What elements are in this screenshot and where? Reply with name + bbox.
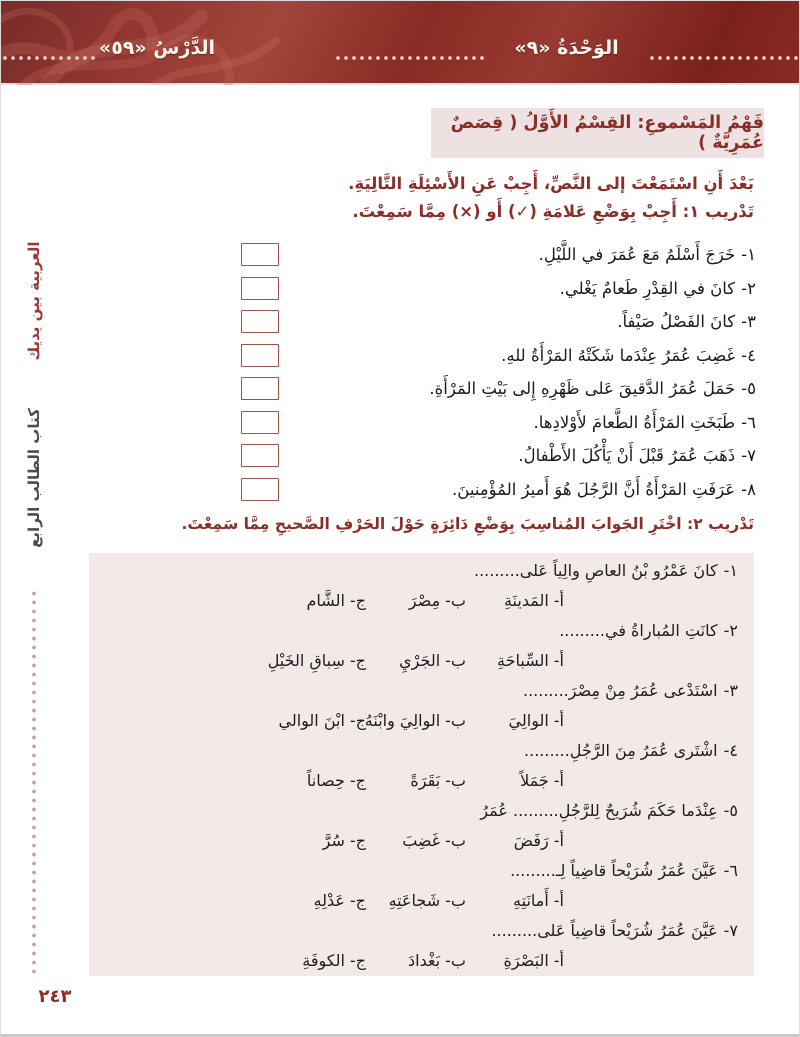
tf-statement xyxy=(518,446,756,465)
option-text: بَغْدادَ xyxy=(408,951,441,970)
mcq-question-6 xyxy=(99,856,738,916)
option-text: سُرَّ xyxy=(322,831,345,850)
option-c[interactable] xyxy=(99,586,366,616)
option-b[interactable] xyxy=(366,946,466,976)
tf-statement xyxy=(429,379,756,398)
options-row xyxy=(99,586,738,616)
options-row xyxy=(99,766,738,796)
option-text: البَصْرَةِ xyxy=(503,951,549,970)
options-row xyxy=(99,706,738,736)
question-number: ٥- xyxy=(723,801,738,820)
item-text: ذَهَبَ عُمَرُ قَبْلَ أَنْ يَأْكُلَ الأَطْفالُ. xyxy=(518,446,736,466)
exercise1-instruction: تَدْريب ١: أَجِبْ بِوَضْعِ عَلامَةِ (✓) أَو (×) مِمَّا سَمِعْتَ. xyxy=(352,202,754,221)
option-b[interactable] xyxy=(366,886,466,916)
question-stem xyxy=(99,676,738,706)
option-text: سِباقِ الخَيْلِ xyxy=(267,651,345,670)
answer-checkbox-2[interactable] xyxy=(241,277,279,300)
option-text: غَضِبَ xyxy=(402,831,441,850)
question-text: عَيَّنَ عُمَرُ شُرَيْحاً قاضِياً لِـ......... xyxy=(510,861,718,880)
tf-item-5 xyxy=(241,372,756,406)
answer-checkbox-5[interactable] xyxy=(241,377,279,400)
option-letter: ب- xyxy=(445,951,466,970)
question-text: كانَ عَمْرُو بْنُ العاصِ والِياً عَلى......... xyxy=(474,561,718,580)
item-number: ٥- xyxy=(741,379,756,399)
option-c[interactable] xyxy=(99,886,366,916)
answer-checkbox-8[interactable] xyxy=(241,478,279,501)
tf-statement xyxy=(501,346,756,365)
answer-checkbox-6[interactable] xyxy=(241,411,279,434)
series-title: العربية بين يديك xyxy=(25,241,43,361)
mcq-question-1 xyxy=(99,556,738,616)
item-text: خَرَجَ أَسْلَمُ مَعَ عُمَرَ في اللَّيْلِ. xyxy=(538,245,736,265)
option-letter: ب- xyxy=(445,591,466,610)
item-number: ٨- xyxy=(741,479,756,499)
option-c[interactable] xyxy=(99,946,366,976)
option-text: حِصاناً xyxy=(306,771,345,790)
option-letter: ب- xyxy=(445,651,466,670)
question-text: اسْتَدْعى عُمَرُ مِنْ مِصْرَ......... xyxy=(522,681,718,700)
section-title-box xyxy=(431,108,764,158)
option-text: جَمَلاً xyxy=(520,771,549,790)
question-number: ٢- xyxy=(723,621,738,640)
option-letter: أ- xyxy=(553,591,564,610)
page-header xyxy=(1,1,800,85)
item-number: ٣- xyxy=(741,312,756,332)
option-b[interactable] xyxy=(366,586,466,616)
question-stem xyxy=(99,856,738,886)
tf-item-2 xyxy=(241,272,756,306)
tf-item-4 xyxy=(241,339,756,373)
answer-checkbox-3[interactable] xyxy=(241,310,279,333)
section-title: فَهْمُ المَسْموعِ: القِسْمُ الأَوَّلُ ( قِصَصٌ عُمَرِيَّةٌ ) xyxy=(450,113,764,153)
tf-item-7 xyxy=(241,439,756,473)
tf-statement xyxy=(534,413,757,432)
tf-item-6 xyxy=(241,406,756,440)
chain-decoration-middle xyxy=(334,54,488,62)
option-letter: ج- xyxy=(349,891,366,910)
question-number: ٧- xyxy=(723,921,738,940)
option-a[interactable] xyxy=(466,886,564,916)
question-number: ٣- xyxy=(723,681,738,700)
question-text: كانَتِ المُباراةُ في......... xyxy=(559,621,718,640)
option-c[interactable] xyxy=(99,766,366,796)
option-b[interactable] xyxy=(366,646,466,676)
option-text: مِصْرَ xyxy=(408,591,441,610)
item-text: طَبَخَتِ المَرْأَةُ الطَّعامَ لأَوْلادِها. xyxy=(533,412,736,432)
mcq-question-7 xyxy=(99,916,738,976)
option-b[interactable] xyxy=(366,706,466,736)
page-number: ٢٤٣ xyxy=(38,986,72,1007)
true-false-list xyxy=(241,238,756,506)
option-text: السِّباحَةِ xyxy=(497,651,549,670)
answer-checkbox-1[interactable] xyxy=(241,243,279,266)
chain-decoration-right xyxy=(648,54,800,62)
option-letter: ج- xyxy=(349,651,366,670)
tf-statement xyxy=(452,480,756,499)
item-number: ١- xyxy=(741,245,756,265)
option-text: ابْنَ الوالي xyxy=(278,711,345,730)
mcq-question-3 xyxy=(99,676,738,736)
option-text: الجَرْيِ xyxy=(399,651,441,670)
sidebar-chain-decoration xyxy=(30,589,38,977)
option-c[interactable] xyxy=(99,646,366,676)
question-text: عَيَّنَ عُمَرُ شُرَيْحاً قاضِياً عَلى......... xyxy=(491,921,718,940)
option-text: عَدْلِهِ xyxy=(313,891,345,910)
option-letter: ج- xyxy=(349,591,366,610)
question-number: ١- xyxy=(723,561,738,580)
item-text: عَرَفَتِ المَرْأَةُ أَنَّ الرَّجُلَ هُوَ أَميرُ المُؤْمِنينَ. xyxy=(452,479,736,499)
item-number: ٢- xyxy=(741,278,756,298)
question-text: عِنْدَما حَكَمَ شُرَيحٌ لِلرَّجُلِ......... عُمَرُ xyxy=(480,801,718,820)
option-a[interactable] xyxy=(466,766,564,796)
answer-checkbox-7[interactable] xyxy=(241,444,279,467)
tf-statement xyxy=(617,312,756,331)
mcq-question-5 xyxy=(99,796,738,856)
answer-checkbox-4[interactable] xyxy=(241,344,279,367)
listening-intro: بَعْدَ أَنِ اسْتَمَعْتَ إلى النَّصِّ، أَجِبْ عَنِ الأَسْئِلَةِ التَّالِيَةِ. xyxy=(348,174,754,193)
option-letter: ج- xyxy=(349,711,366,730)
option-text: أَمانَتِهِ xyxy=(513,891,549,910)
mcq-question-4 xyxy=(99,736,738,796)
question-stem xyxy=(99,796,738,826)
item-text: كانَ في القِدْرِ طَعامٌ يَغْلي. xyxy=(559,278,736,298)
question-stem xyxy=(99,556,738,586)
option-text: الوالِيَ وابْنَهُ xyxy=(364,711,441,730)
option-a[interactable] xyxy=(466,586,564,616)
question-stem xyxy=(99,616,738,646)
chain-decoration-left xyxy=(1,54,98,62)
option-letter: ب- xyxy=(445,771,466,790)
lesson-label: الدَّرْسُ «٥٩» xyxy=(98,37,216,59)
option-letter: أ- xyxy=(553,711,564,730)
option-letter: ب- xyxy=(445,711,466,730)
option-letter: ب- xyxy=(445,831,466,850)
unit-label: الوَحْدَةُ «٩» xyxy=(514,37,619,59)
option-text: المَدينَةِ xyxy=(503,591,549,610)
option-text: بَقَرَةً xyxy=(410,771,441,790)
option-letter: ج- xyxy=(349,771,366,790)
option-c[interactable] xyxy=(99,826,366,856)
item-text: غَضِبَ عُمَرُ عِنْدَما شَكَتْهُ المَرْأَةُ للهِ. xyxy=(501,345,736,365)
options-row xyxy=(99,826,738,856)
option-text: رَفَضَ xyxy=(513,831,549,850)
options-row xyxy=(99,646,738,676)
question-number: ٤- xyxy=(723,741,738,760)
option-text: الكوفَةِ xyxy=(302,951,345,970)
item-text: حَمَلَ عُمَرُ الدَّقيقَ عَلى ظَهْرِهِ إِلى بَيْتِ المَرْأَةِ. xyxy=(429,379,736,399)
option-b[interactable] xyxy=(366,766,466,796)
option-a[interactable] xyxy=(466,646,564,676)
option-a[interactable] xyxy=(466,946,564,976)
option-letter: أ- xyxy=(553,831,564,850)
tf-statement xyxy=(539,245,756,264)
tf-statement xyxy=(560,279,756,298)
option-letter: أ- xyxy=(553,651,564,670)
option-text: الوالِيَ xyxy=(508,711,549,730)
option-letter: ج- xyxy=(349,831,366,850)
option-text: الشَّام xyxy=(306,591,345,610)
item-number: ٧- xyxy=(741,446,756,466)
option-c[interactable] xyxy=(99,706,366,736)
option-letter: ب- xyxy=(445,891,466,910)
tf-item-8 xyxy=(241,473,756,507)
option-letter: أ- xyxy=(553,771,564,790)
exercise2-instruction: تَدْريب ٢: اخْتَرِ الجَوابَ المُناسِبَ بِوَضْعِ دَائِرَةٍ حَوْلَ الحَرْفِ الصَّحيحِ مِمَّا سَمِعْتَ. xyxy=(181,515,754,533)
question-number: ٦- xyxy=(723,861,738,880)
question-stem xyxy=(99,916,738,946)
tf-item-3 xyxy=(241,305,756,339)
option-a[interactable] xyxy=(466,826,564,856)
options-row xyxy=(99,946,738,976)
question-text: اشْتَرى عُمَرُ مِنَ الرَّجُلِ......... xyxy=(524,741,718,760)
option-text: شَجاعَتِهِ xyxy=(388,891,441,910)
option-b[interactable] xyxy=(366,826,466,856)
option-letter: ج- xyxy=(349,951,366,970)
question-stem xyxy=(99,736,738,766)
item-text: كانَ الفَصْلُ صَيْفاً. xyxy=(617,312,736,332)
item-number: ٦- xyxy=(741,412,756,432)
option-letter: أ- xyxy=(553,891,564,910)
tf-item-1 xyxy=(241,238,756,272)
mcq-question-2 xyxy=(99,616,738,676)
book-title: كتاب الطالب الرابع xyxy=(25,408,43,548)
option-letter: أ- xyxy=(553,951,564,970)
item-number: ٤- xyxy=(741,345,756,365)
options-row xyxy=(99,886,738,916)
multiple-choice-box xyxy=(89,553,754,976)
option-a[interactable] xyxy=(466,706,564,736)
